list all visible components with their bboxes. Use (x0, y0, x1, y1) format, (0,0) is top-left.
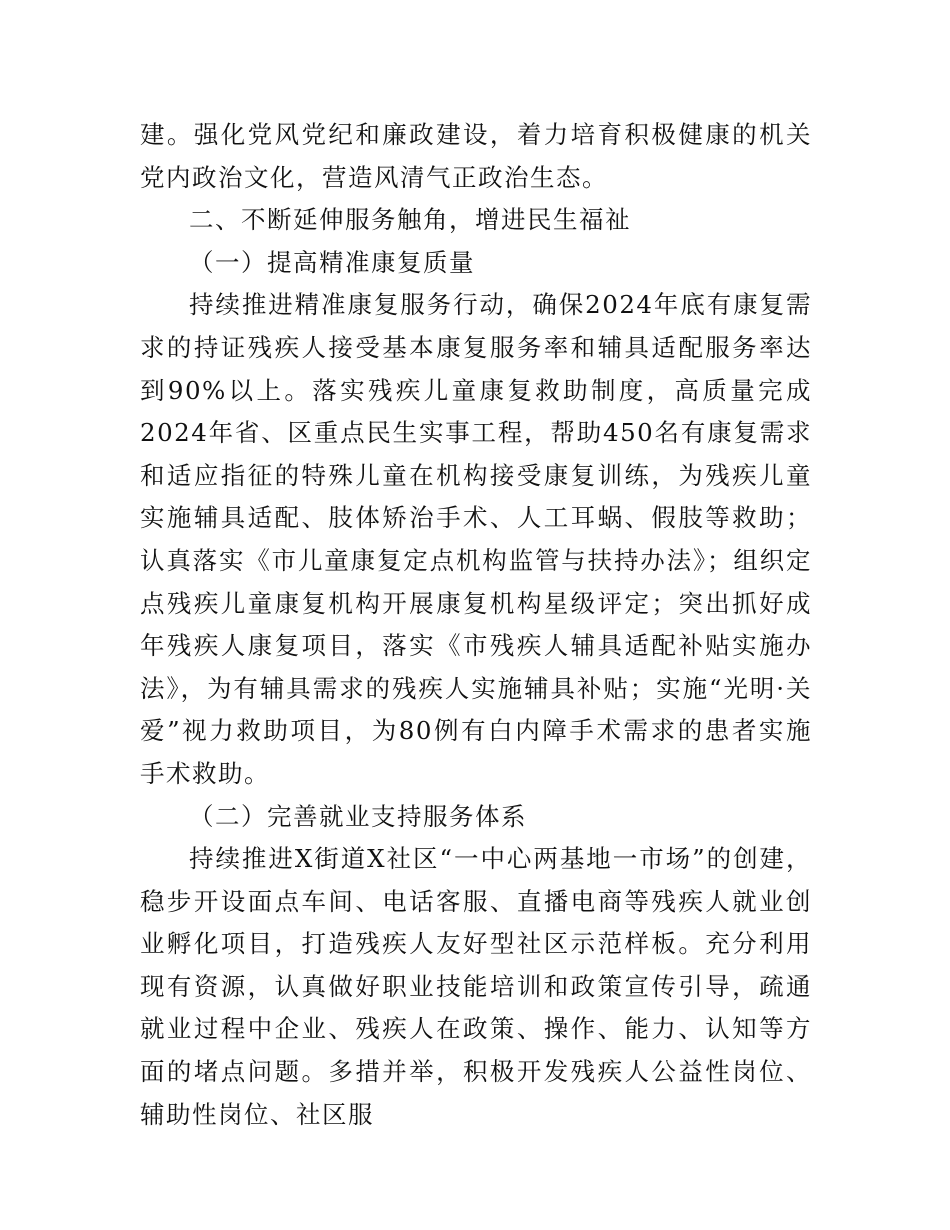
subheading-employment: （二）完善就业支持服务体系 (189, 801, 527, 831)
paragraph-party-building-continued: 建。强化党风党纪和廉政建设，着力培育积极健康的机关党内政治文化，营造风清气正政治生态。 (140, 120, 812, 192)
paragraph-employment: 持续推进X街道X社区“一中心两基地一市场”的创建，稳步开设面点车间、电话客服、直播电商等残疾人就业创业孵化项目，打造残疾人友好型社区示范样板。充分利用现有资源，认真做好职业技能培训和政策宣传引导，疏通就业过程中企业、残疾人在政策、操作、能力、认知等方面的堵点问题。多措并举，积极开发残疾人公益性岗位、辅助性岗位、社区服 (140, 844, 812, 1129)
section-heading-2: 二、不断延伸服务触角，增进民生福祉 (189, 205, 631, 235)
subheading-rehabilitation: （一）提高精准康复质量 (189, 247, 475, 277)
document-body (140, 114, 812, 1136)
paragraph-rehabilitation: 持续推进精准康复服务行动，确保2024年底有康复需求的持证残疾人接受基本康复服务率和辅具适配服务率达到90%以上。落实残疾儿童康复救助制度，高质量完成2024年省、区重点民生实事工程，帮助450名有康复需求和适应指征的特殊儿童在机构接受康复训练，为残疾儿童实施辅具适配、肢体矫治手术、人工耳蜗、假肢等救助；认真落实《市儿童康复定点机构监管与扶持办法》；组织定点残疾儿童康复机构开展康复机构星级评定；突出抓好成年残疾人康复项目，落实《市残疾人辅具适配补贴实施办法》，为有辅具需求的残疾人实施辅具补贴；实施“光明·关爱”视力救助项目，为80例有白内障手术需求的患者实施手术救助。 (140, 290, 812, 788)
